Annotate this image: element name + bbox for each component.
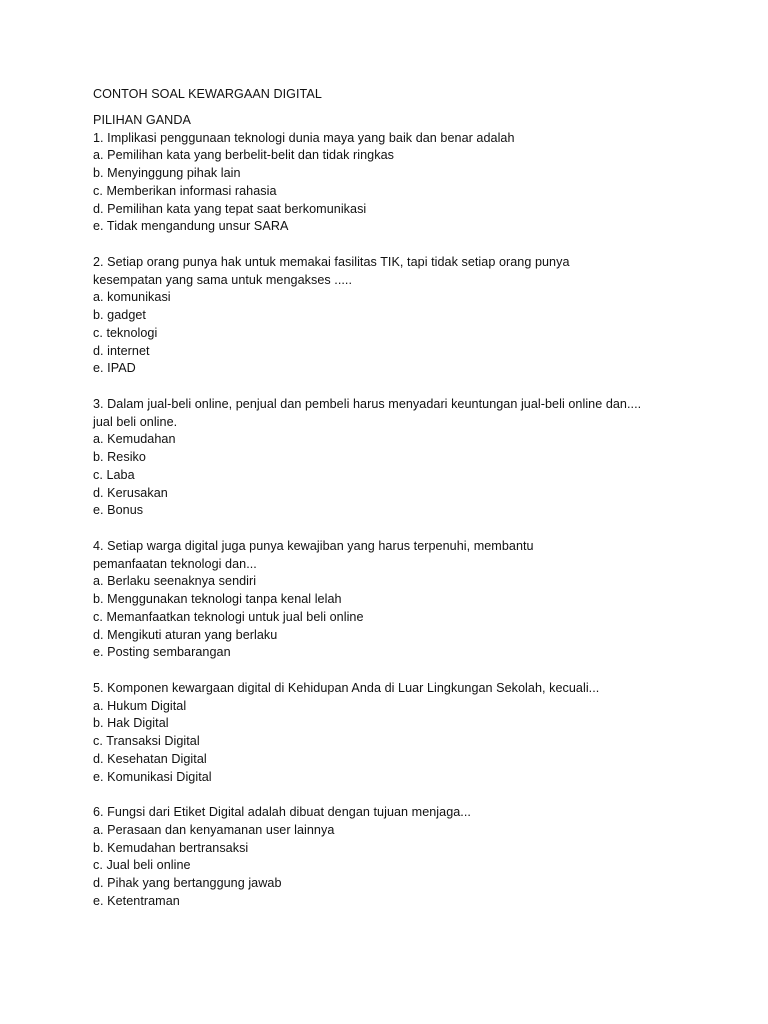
option-d: d. Pemilihan kata yang tepat saat berkomunikasi: [93, 201, 367, 216]
question-text: 3. Dalam jual-beli online, penjual dan pembeli harus menyadari keuntungan jual-beli online dan.... jual beli online.: [93, 396, 642, 429]
option-b: b. Resiko: [93, 450, 146, 464]
option-d: d. Pihak yang bertanggung jawab: [93, 876, 282, 890]
question-text: 2. Setiap orang punya hak untuk memakai fasilitas TIK, tapi tidak setiap orang punya kesempatan yang sama untuk mengakses .....: [93, 254, 570, 287]
question-4: [93, 538, 703, 662]
question-text: 5. Komponen kewargaan digital di Kehidupan Anda di Luar Lingkungan Sekolah, kecuali...: [93, 680, 600, 695]
question-text: 1. Implikasi penggunaan teknologi dunia maya yang baik dan benar adalah: [93, 130, 515, 145]
option-b: b. gadget: [93, 308, 146, 322]
document-title: CONTOH SOAL KEWARGAAN DIGITAL: [93, 87, 322, 101]
section-label: PILIHAN GANDA: [93, 112, 191, 127]
option-e: e. Ketentraman: [93, 893, 180, 908]
option-a: a. komunikasi: [93, 290, 171, 305]
option-a: a. Kemudahan: [93, 432, 176, 447]
question-5: [93, 680, 703, 787]
option-d: d. Mengikuti aturan yang berlaku: [93, 627, 278, 642]
option-c: c. Memanfaatkan teknologi untuk jual beli online: [93, 609, 364, 624]
option-c: c. Memberikan informasi rahasia: [93, 183, 277, 198]
question-1: [93, 130, 703, 237]
option-a: a. Pemilihan kata yang berbelit-belit dan tidak ringkas: [93, 148, 394, 163]
answer-options: [93, 573, 703, 662]
question-text: 4. Setiap warga digital juga punya kewajiban yang harus terpenuhi, membantu pemanfaatan teknologi dan...: [93, 538, 534, 571]
option-b: b. Menyinggung pihak lain: [93, 166, 241, 180]
option-b: b. Menggunakan teknologi tanpa kenal lelah: [93, 592, 342, 606]
option-c: c. Jual beli online: [93, 858, 191, 873]
option-a: a. Perasaan dan kenyamanan user lainnya: [93, 822, 335, 837]
question-3: [93, 396, 703, 520]
answer-options: [93, 431, 703, 520]
question-6: [93, 804, 703, 911]
option-b: b. Kemudahan bertransaksi: [93, 840, 249, 855]
option-b: b. Hak Digital: [93, 716, 169, 731]
option-a: a. Berlaku seenaknya sendiri: [93, 574, 257, 589]
option-c: c. Laba: [93, 467, 135, 482]
answer-options: [93, 822, 703, 911]
option-e: e. Tidak mengandung unsur SARA: [93, 219, 289, 234]
answer-options: [93, 147, 703, 236]
option-e: e. Bonus: [93, 503, 144, 518]
answer-options: [93, 289, 703, 378]
document-content: [93, 86, 703, 911]
option-d: d. Kesehatan Digital: [93, 751, 207, 766]
option-d: d. Kerusakan: [93, 485, 168, 500]
option-e: e. Posting sembarangan: [93, 645, 231, 660]
answer-options: [93, 698, 703, 787]
option-a: a. Hukum Digital: [93, 698, 187, 713]
question-text: 6. Fungsi dari Etiket Digital adalah dibuat dengan tujuan menjaga...: [93, 805, 471, 819]
option-c: c. Transaksi Digital: [93, 734, 200, 748]
option-c: c. teknologi: [93, 325, 158, 340]
option-d: d. internet: [93, 343, 150, 358]
question-2: [93, 254, 703, 378]
option-e: e. Komunikasi Digital: [93, 769, 212, 784]
option-e: e. IPAD: [93, 361, 136, 376]
